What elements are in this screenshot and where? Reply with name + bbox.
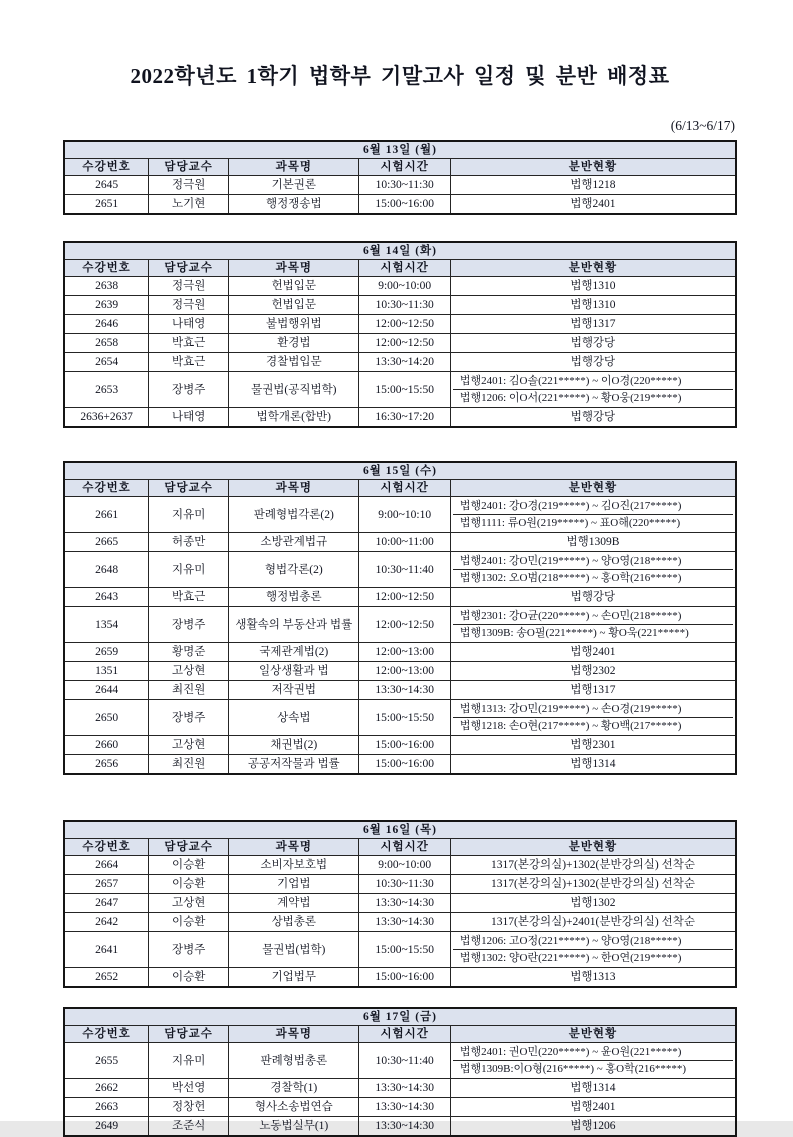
cell-course-code: 2661 xyxy=(64,497,149,533)
column-header: 분반현황 xyxy=(450,480,736,497)
exam-day-table xyxy=(63,820,737,988)
column-header: 분반현황 xyxy=(450,839,736,856)
section-assignment-line: 법행1309B xyxy=(566,536,620,548)
table-row xyxy=(64,736,736,755)
section-assignment-line: 법행1314 xyxy=(570,758,616,770)
section-assignment-line: 법행1218: 손O현(217*****) ~ 황O백(217*****) xyxy=(459,720,682,732)
cell-section-assignment xyxy=(450,1079,736,1098)
cell-subject: 환경법 xyxy=(229,334,359,353)
cell-section-assignment xyxy=(450,1098,736,1117)
column-header: 담당교수 xyxy=(149,159,229,176)
cell-course-code: 2664 xyxy=(64,856,149,875)
cell-section-assignment xyxy=(450,315,736,334)
cell-section-assignment xyxy=(450,755,736,775)
cell-professor: 지유미 xyxy=(149,497,229,533)
cell-section-assignment xyxy=(450,894,736,913)
cell-subject: 상속법 xyxy=(229,700,359,736)
section-assignment-line: 법행1309B: 송O필(221*****) ~ 황O욱(221*****) xyxy=(459,627,689,639)
cell-exam-time: 12:00~12:50 xyxy=(359,607,450,643)
cell-section-assignment xyxy=(450,277,736,296)
cell-course-code: 2654 xyxy=(64,353,149,372)
cell-subject: 상법총론 xyxy=(229,913,359,932)
cell-section-assignment xyxy=(450,334,736,353)
column-header: 분반현황 xyxy=(450,260,736,277)
cell-subject: 헌법입문 xyxy=(229,296,359,315)
exam-day-table xyxy=(63,241,737,428)
cell-section-assignment xyxy=(450,968,736,988)
cell-section-assignment xyxy=(450,856,736,875)
cell-exam-time: 15:00~15:50 xyxy=(359,372,450,408)
column-header: 수강번호 xyxy=(64,480,149,497)
cell-subject: 불법행위법 xyxy=(229,315,359,334)
table-row xyxy=(64,195,736,215)
cell-exam-time: 9:00~10:10 xyxy=(359,497,450,533)
cell-course-code: 1351 xyxy=(64,662,149,681)
cell-professor: 이승환 xyxy=(149,856,229,875)
cell-section-assignment xyxy=(450,353,736,372)
cell-subject: 저작권법 xyxy=(229,681,359,700)
cell-course-code: 2647 xyxy=(64,894,149,913)
section-assignment-line: 법행1206 xyxy=(570,1120,616,1132)
cell-section-assignment xyxy=(450,875,736,894)
section-assignment-line: 법행1309B:이O형(216*****) ~ 홍O학(216*****) xyxy=(459,1063,687,1075)
table-row xyxy=(64,607,736,643)
cell-professor: 고상현 xyxy=(149,662,229,681)
cell-exam-time: 13:30~14:30 xyxy=(359,913,450,932)
section-assignment-line: 법행1313 xyxy=(570,971,616,983)
cell-professor: 박선영 xyxy=(149,1079,229,1098)
cell-exam-time: 9:00~10:00 xyxy=(359,277,450,296)
table-row xyxy=(64,968,736,988)
section-assignment-line: 법행1206: 이O서(221*****) ~ 황O웅(219*****) xyxy=(459,392,682,404)
cell-course-code: 2655 xyxy=(64,1043,149,1079)
date-header-row xyxy=(64,821,736,839)
cell-course-code: 2641 xyxy=(64,932,149,968)
cell-exam-time: 10:00~11:00 xyxy=(359,533,450,552)
table-row xyxy=(64,408,736,428)
column-header: 시험시간 xyxy=(359,260,450,277)
cell-professor: 나태영 xyxy=(149,408,229,428)
cell-course-code: 2639 xyxy=(64,296,149,315)
cell-course-code: 2649 xyxy=(64,1117,149,1137)
cell-subject: 형법각론(2) xyxy=(229,552,359,588)
exam-day-table xyxy=(63,140,737,215)
exam-day-table xyxy=(63,461,737,775)
cell-section-assignment xyxy=(450,643,736,662)
section-assignment-line: 법행1302: 양O란(221*****) ~ 한O연(219*****) xyxy=(459,952,682,964)
section-assignment-line: 1317(본강의실)+2401(분반강의실) 선착순 xyxy=(490,916,695,928)
cell-course-code: 2657 xyxy=(64,875,149,894)
page-title: 2022학년도 1학기 법학부 기말고사 일정 및 분반 배정표 xyxy=(130,64,670,88)
cell-exam-time: 10:30~11:30 xyxy=(359,875,450,894)
column-header: 담당교수 xyxy=(149,260,229,277)
cell-section-assignment xyxy=(450,588,736,607)
table-row xyxy=(64,913,736,932)
cell-course-code: 2644 xyxy=(64,681,149,700)
table-row xyxy=(64,1117,736,1137)
column-header: 과목명 xyxy=(229,839,359,856)
cell-professor: 허종만 xyxy=(149,533,229,552)
cell-professor: 고상현 xyxy=(149,894,229,913)
section-assignment-line: 법행강당 xyxy=(570,356,616,368)
cell-section-assignment xyxy=(450,372,736,408)
cell-subject: 판례형법총론 xyxy=(229,1043,359,1079)
column-header: 담당교수 xyxy=(149,1026,229,1043)
table-row xyxy=(64,681,736,700)
table-date-label: 6월 14일 (화) xyxy=(64,242,736,260)
exam-day-table xyxy=(63,1007,737,1137)
cell-exam-time: 13:30~14:20 xyxy=(359,353,450,372)
cell-subject: 계약법 xyxy=(229,894,359,913)
cell-subject: 일상생활과 법 xyxy=(229,662,359,681)
column-header: 시험시간 xyxy=(359,1026,450,1043)
table-row xyxy=(64,932,736,968)
cell-subject: 법학개론(합반) xyxy=(229,408,359,428)
cell-section-assignment xyxy=(450,497,736,533)
section-assignment-line: 법행2302 xyxy=(570,665,616,677)
cell-professor: 장병주 xyxy=(149,607,229,643)
table-row xyxy=(64,315,736,334)
cell-section-assignment xyxy=(450,700,736,736)
cell-subject: 채권법(2) xyxy=(229,736,359,755)
cell-exam-time: 16:30~17:20 xyxy=(359,408,450,428)
column-header: 수강번호 xyxy=(64,260,149,277)
section-assignment-line: 법행2401 xyxy=(570,646,616,658)
tables-container xyxy=(63,140,737,1137)
cell-professor: 장병주 xyxy=(149,932,229,968)
cell-exam-time: 13:30~14:30 xyxy=(359,1079,450,1098)
cell-professor: 정극원 xyxy=(149,296,229,315)
column-header-row xyxy=(64,159,736,176)
section-assignment-line: 법행강당 xyxy=(570,337,616,349)
cell-exam-time: 15:00~15:50 xyxy=(359,932,450,968)
table-row xyxy=(64,334,736,353)
cell-exam-time: 12:00~12:50 xyxy=(359,588,450,607)
cell-course-code: 2663 xyxy=(64,1098,149,1117)
cell-subject: 형사소송법연습 xyxy=(229,1098,359,1117)
section-assignment-line: 법행강당 xyxy=(570,591,616,603)
section-assignment-line: 법행강당 xyxy=(570,411,616,423)
section-assignment-line: 법행1317 xyxy=(570,318,616,330)
cell-course-code: 1354 xyxy=(64,607,149,643)
cell-section-assignment xyxy=(450,662,736,681)
cell-course-code: 2648 xyxy=(64,552,149,588)
column-header: 과목명 xyxy=(229,480,359,497)
section-assignment-line: 법행1218 xyxy=(570,179,616,191)
cell-exam-time: 12:00~12:50 xyxy=(359,315,450,334)
cell-subject: 물권법(법학) xyxy=(229,932,359,968)
cell-subject: 노동법실무(1) xyxy=(229,1117,359,1137)
cell-subject: 판례형법각론(2) xyxy=(229,497,359,533)
column-header: 시험시간 xyxy=(359,480,450,497)
cell-exam-time: 12:00~13:00 xyxy=(359,662,450,681)
table-date-label: 6월 17일 (금) xyxy=(64,1008,736,1026)
section-assignment-line: 법행1317 xyxy=(570,684,616,696)
table-row xyxy=(64,372,736,408)
cell-subject: 행정법총론 xyxy=(229,588,359,607)
cell-section-assignment xyxy=(450,681,736,700)
cell-professor: 최진원 xyxy=(149,755,229,775)
cell-course-code: 2652 xyxy=(64,968,149,988)
table-row xyxy=(64,296,736,315)
section-assignment-line: 1317(본강의실)+1302(분반강의실) 선착순 xyxy=(490,878,695,890)
table-row xyxy=(64,894,736,913)
cell-exam-time: 13:30~14:30 xyxy=(359,681,450,700)
cell-course-code: 2662 xyxy=(64,1079,149,1098)
cell-exam-time: 15:00~16:00 xyxy=(359,736,450,755)
section-assignment-line: 법행1302: 오O범(218*****) ~ 홍O학(216*****) xyxy=(459,572,682,584)
table-row xyxy=(64,353,736,372)
column-header-row xyxy=(64,260,736,277)
cell-exam-time: 13:30~14:30 xyxy=(359,894,450,913)
table-row xyxy=(64,552,736,588)
cell-course-code: 2651 xyxy=(64,195,149,215)
cell-professor: 박효근 xyxy=(149,353,229,372)
cell-subject: 소방관계법규 xyxy=(229,533,359,552)
date-header-row xyxy=(64,1008,736,1026)
cell-professor: 이승환 xyxy=(149,875,229,894)
cell-professor: 지유미 xyxy=(149,552,229,588)
table-date-label: 6월 13일 (월) xyxy=(64,141,736,159)
section-assignment-line: 법행1111: 류O원(219*****) ~ 표O해(220*****) xyxy=(459,517,681,529)
date-header-row xyxy=(64,141,736,159)
section-assignment-line: 법행1310 xyxy=(570,299,616,311)
cell-exam-time: 13:30~14:30 xyxy=(359,1098,450,1117)
cell-subject: 기본권론 xyxy=(229,176,359,195)
table-date-label: 6월 16일 (목) xyxy=(64,821,736,839)
cell-section-assignment xyxy=(450,932,736,968)
cell-course-code: 2656 xyxy=(64,755,149,775)
cell-section-assignment xyxy=(450,296,736,315)
table-row xyxy=(64,755,736,775)
section-assignment-line: 법행2401: 권O민(220*****) ~ 윤O원(221*****) xyxy=(453,1044,733,1061)
cell-section-assignment xyxy=(450,913,736,932)
cell-section-assignment xyxy=(450,195,736,215)
cell-subject: 기업법 xyxy=(229,875,359,894)
cell-course-code: 2636+2637 xyxy=(64,408,149,428)
table-row xyxy=(64,176,736,195)
cell-course-code: 2643 xyxy=(64,588,149,607)
column-header: 과목명 xyxy=(229,159,359,176)
section-assignment-line: 법행1302 xyxy=(570,897,616,909)
cell-exam-time: 9:00~10:00 xyxy=(359,856,450,875)
column-header-row xyxy=(64,1026,736,1043)
cell-exam-time: 10:30~11:30 xyxy=(359,176,450,195)
section-assignment-line: 법행2401: 김O솔(221*****) ~ 이O경(220*****) xyxy=(453,373,733,390)
column-header: 수강번호 xyxy=(64,159,149,176)
cell-subject: 국제관계법(2) xyxy=(229,643,359,662)
cell-exam-time: 13:30~14:30 xyxy=(359,1117,450,1137)
cell-professor: 정극원 xyxy=(149,176,229,195)
cell-exam-time: 10:30~11:40 xyxy=(359,552,450,588)
cell-professor: 이승환 xyxy=(149,913,229,932)
cell-professor: 정창헌 xyxy=(149,1098,229,1117)
section-assignment-line: 법행1313: 강O민(219*****) ~ 손O경(219*****) xyxy=(453,701,733,718)
date-header-row xyxy=(64,462,736,480)
cell-course-code: 2645 xyxy=(64,176,149,195)
column-header: 수강번호 xyxy=(64,839,149,856)
cell-exam-time: 10:30~11:30 xyxy=(359,296,450,315)
cell-professor: 박효근 xyxy=(149,334,229,353)
cell-course-code: 2659 xyxy=(64,643,149,662)
column-header: 시험시간 xyxy=(359,159,450,176)
table-date-label: 6월 15일 (수) xyxy=(64,462,736,480)
table-row xyxy=(64,588,736,607)
cell-subject: 생활속의 부동산과 법률 xyxy=(229,607,359,643)
cell-professor: 박효근 xyxy=(149,588,229,607)
table-row xyxy=(64,1079,736,1098)
cell-subject: 소비자보호법 xyxy=(229,856,359,875)
table-row xyxy=(64,700,736,736)
section-assignment-line: 법행1310 xyxy=(570,280,616,292)
cell-professor: 고상현 xyxy=(149,736,229,755)
cell-exam-time: 15:00~15:50 xyxy=(359,700,450,736)
section-assignment-line: 1317(본강의실)+1302(분반강의실) 선착순 xyxy=(490,859,695,871)
cell-professor: 장병주 xyxy=(149,372,229,408)
cell-professor: 노기현 xyxy=(149,195,229,215)
section-assignment-line: 법행2401: 강O경(219*****) ~ 김O진(217*****) xyxy=(453,498,733,515)
section-assignment-line: 법행2301 xyxy=(570,739,616,751)
cell-subject: 공공저작물과 법률 xyxy=(229,755,359,775)
cell-course-code: 2642 xyxy=(64,913,149,932)
section-assignment-line: 법행2301: 강O균(220*****) ~ 손O민(218*****) xyxy=(453,608,733,625)
cell-professor: 지유미 xyxy=(149,1043,229,1079)
cell-exam-time: 12:00~12:50 xyxy=(359,334,450,353)
cell-section-assignment xyxy=(450,176,736,195)
table-row xyxy=(64,277,736,296)
cell-section-assignment xyxy=(450,408,736,428)
cell-section-assignment xyxy=(450,1043,736,1079)
cell-subject: 경찰법입문 xyxy=(229,353,359,372)
section-assignment-line: 법행1206: 고O정(221*****) ~ 양O영(218*****) xyxy=(453,933,733,950)
section-assignment-line: 법행2401 xyxy=(570,198,616,210)
cell-exam-time: 15:00~16:00 xyxy=(359,755,450,775)
cell-subject: 행정쟁송법 xyxy=(229,195,359,215)
date-header-row xyxy=(64,242,736,260)
cell-course-code: 2646 xyxy=(64,315,149,334)
column-header: 과목명 xyxy=(229,260,359,277)
table-row xyxy=(64,497,736,533)
table-row xyxy=(64,875,736,894)
cell-course-code: 2653 xyxy=(64,372,149,408)
cell-professor: 황명준 xyxy=(149,643,229,662)
cell-exam-time: 10:30~11:40 xyxy=(359,1043,450,1079)
cell-course-code: 2650 xyxy=(64,700,149,736)
table-row xyxy=(64,856,736,875)
cell-course-code: 2660 xyxy=(64,736,149,755)
cell-course-code: 2658 xyxy=(64,334,149,353)
column-header: 수강번호 xyxy=(64,1026,149,1043)
column-header: 담당교수 xyxy=(149,480,229,497)
cell-subject: 기업법무 xyxy=(229,968,359,988)
cell-exam-time: 15:00~16:00 xyxy=(359,195,450,215)
cell-professor: 정극원 xyxy=(149,277,229,296)
table-row xyxy=(64,1043,736,1079)
cell-section-assignment xyxy=(450,736,736,755)
cell-exam-time: 12:00~13:00 xyxy=(359,643,450,662)
column-header: 분반현황 xyxy=(450,1026,736,1043)
cell-professor: 조준식 xyxy=(149,1117,229,1137)
date-range-label: (6/13~6/17) xyxy=(670,118,735,133)
cell-exam-time: 15:00~16:00 xyxy=(359,968,450,988)
table-row xyxy=(64,643,736,662)
cell-course-code: 2638 xyxy=(64,277,149,296)
cell-professor: 이승환 xyxy=(149,968,229,988)
cell-section-assignment xyxy=(450,1117,736,1137)
cell-professor: 최진원 xyxy=(149,681,229,700)
section-assignment-line: 법행1314 xyxy=(570,1082,616,1094)
section-assignment-line: 법행2401 xyxy=(570,1101,616,1113)
cell-section-assignment xyxy=(450,552,736,588)
section-assignment-line: 법행2401: 강O민(219*****) ~ 양O영(218*****) xyxy=(453,553,733,570)
cell-course-code: 2665 xyxy=(64,533,149,552)
table-row xyxy=(64,662,736,681)
cell-section-assignment xyxy=(450,607,736,643)
table-row xyxy=(64,533,736,552)
cell-subject: 헌법입문 xyxy=(229,277,359,296)
column-header: 시험시간 xyxy=(359,839,450,856)
cell-professor: 장병주 xyxy=(149,700,229,736)
cell-subject: 물권법(공직법학) xyxy=(229,372,359,408)
column-header-row xyxy=(64,839,736,856)
table-row xyxy=(64,1098,736,1117)
column-header-row xyxy=(64,480,736,497)
cell-section-assignment xyxy=(450,533,736,552)
column-header: 과목명 xyxy=(229,1026,359,1043)
column-header: 담당교수 xyxy=(149,839,229,856)
cell-professor: 나태영 xyxy=(149,315,229,334)
cell-subject: 경찰학(1) xyxy=(229,1079,359,1098)
column-header: 분반현황 xyxy=(450,159,736,176)
